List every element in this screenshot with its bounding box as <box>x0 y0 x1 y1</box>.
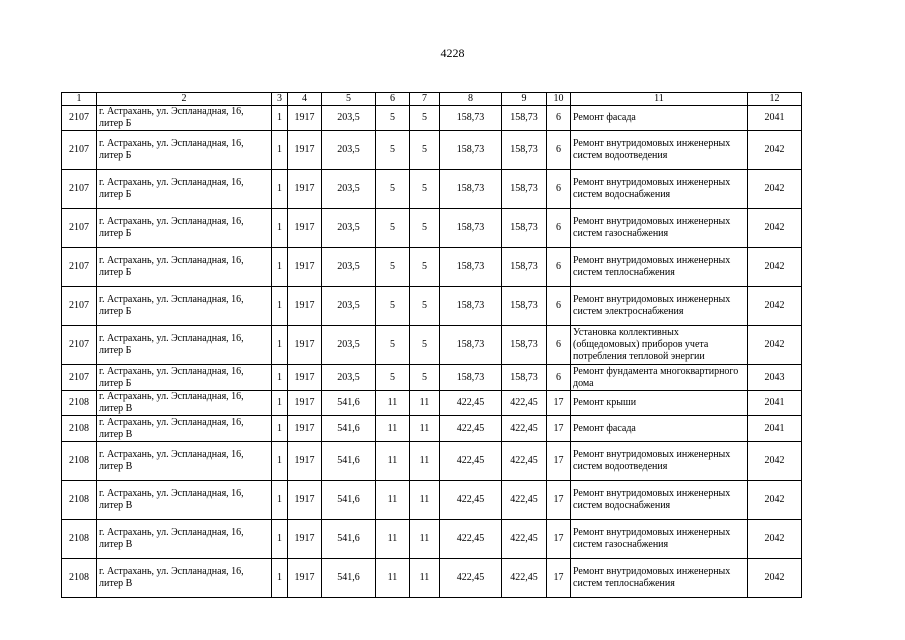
cell-total-area: 541,6 <box>322 481 376 520</box>
cell-residents-count: 6 <box>547 326 571 365</box>
column-header-11: 11 <box>571 93 748 106</box>
cell-work-type: Ремонт внутридомовых инженерных систем электроснабжения <box>571 287 748 326</box>
cell-work-type: Ремонт внутридомовых инженерных систем газоснабжения <box>571 209 748 248</box>
cell-total-area: 203,5 <box>322 106 376 131</box>
cell-work-type: Ремонт фундамента многоквартирного дома <box>571 365 748 391</box>
cell-apartments-residential: 5 <box>410 170 440 209</box>
cell-row-number: 2107 <box>62 365 97 391</box>
cell-row-number: 2107 <box>62 131 97 170</box>
cell-total-area: 203,5 <box>322 170 376 209</box>
cell-residential-area: 422,45 <box>440 391 502 416</box>
cell-residential-area-private: 422,45 <box>502 559 547 598</box>
cell-block-count: 1 <box>272 442 288 481</box>
cell-apartments-residential: 11 <box>410 391 440 416</box>
cell-total-area: 203,5 <box>322 365 376 391</box>
cell-address: г. Астрахань, ул. Эспланадная, 16, литер Б <box>97 131 272 170</box>
cell-residential-area-private: 422,45 <box>502 520 547 559</box>
cell-work-type: Ремонт внутридомовых инженерных систем теплоснабжения <box>571 559 748 598</box>
table-body <box>62 106 802 598</box>
cell-row-number: 2107 <box>62 209 97 248</box>
cell-residential-area-private: 158,73 <box>502 209 547 248</box>
cell-residential-area: 158,73 <box>440 131 502 170</box>
cell-work-type: Ремонт внутридомовых инженерных систем газоснабжения <box>571 520 748 559</box>
cell-work-type: Ремонт фасада <box>571 416 748 442</box>
table-row <box>62 287 802 326</box>
table-row <box>62 416 802 442</box>
cell-residential-area-private: 422,45 <box>502 481 547 520</box>
cell-build-year: 1917 <box>288 170 322 209</box>
cell-apartments-total: 11 <box>376 416 410 442</box>
table-row <box>62 131 802 170</box>
cell-total-area: 541,6 <box>322 520 376 559</box>
header-row <box>62 93 802 106</box>
cell-build-year: 1917 <box>288 287 322 326</box>
cell-residential-area: 422,45 <box>440 481 502 520</box>
table-row <box>62 520 802 559</box>
cell-apartments-residential: 11 <box>410 559 440 598</box>
cell-apartments-total: 11 <box>376 442 410 481</box>
cell-build-year: 1917 <box>288 520 322 559</box>
cell-residential-area: 158,73 <box>440 287 502 326</box>
cell-residents-count: 17 <box>547 416 571 442</box>
cell-planned-year: 2042 <box>748 326 802 365</box>
cell-block-count: 1 <box>272 248 288 287</box>
cell-build-year: 1917 <box>288 391 322 416</box>
cell-address: г. Астрахань, ул. Эспланадная, 16, литер В <box>97 520 272 559</box>
column-header-6: 6 <box>376 93 410 106</box>
table-row <box>62 106 802 131</box>
cell-row-number: 2108 <box>62 481 97 520</box>
cell-apartments-total: 5 <box>376 209 410 248</box>
cell-row-number: 2108 <box>62 559 97 598</box>
cell-residents-count: 6 <box>547 248 571 287</box>
cell-block-count: 1 <box>272 481 288 520</box>
cell-apartments-residential: 11 <box>410 520 440 559</box>
cell-residential-area-private: 158,73 <box>502 106 547 131</box>
cell-apartments-total: 11 <box>376 481 410 520</box>
cell-residents-count: 6 <box>547 170 571 209</box>
cell-apartments-total: 5 <box>376 131 410 170</box>
cell-apartments-total: 11 <box>376 520 410 559</box>
cell-residents-count: 17 <box>547 559 571 598</box>
cell-planned-year: 2042 <box>748 442 802 481</box>
cell-address: г. Астрахань, ул. Эспланадная, 16, литер Б <box>97 248 272 287</box>
cell-apartments-residential: 5 <box>410 131 440 170</box>
column-header-2: 2 <box>97 93 272 106</box>
cell-apartments-residential: 11 <box>410 442 440 481</box>
cell-residents-count: 17 <box>547 391 571 416</box>
cell-row-number: 2108 <box>62 391 97 416</box>
column-header-5: 5 <box>322 93 376 106</box>
cell-block-count: 1 <box>272 209 288 248</box>
table-row <box>62 326 802 365</box>
page-number: 4228 <box>440 46 465 60</box>
cell-residential-area-private: 422,45 <box>502 416 547 442</box>
cell-residential-area: 422,45 <box>440 559 502 598</box>
cell-build-year: 1917 <box>288 248 322 287</box>
cell-planned-year: 2042 <box>748 131 802 170</box>
table-row <box>62 365 802 391</box>
cell-work-type: Ремонт внутридомовых инженерных систем водоотведения <box>571 131 748 170</box>
cell-apartments-residential: 5 <box>410 365 440 391</box>
cell-residential-area: 422,45 <box>440 416 502 442</box>
column-header-4: 4 <box>288 93 322 106</box>
cell-row-number: 2108 <box>62 520 97 559</box>
cell-address: г. Астрахань, ул. Эспланадная, 16, литер В <box>97 391 272 416</box>
cell-residents-count: 17 <box>547 481 571 520</box>
cell-row-number: 2107 <box>62 326 97 365</box>
cell-total-area: 541,6 <box>322 391 376 416</box>
cell-residential-area: 422,45 <box>440 520 502 559</box>
cell-apartments-total: 5 <box>376 170 410 209</box>
cell-block-count: 1 <box>272 131 288 170</box>
table-row <box>62 442 802 481</box>
table-row <box>62 170 802 209</box>
cell-build-year: 1917 <box>288 559 322 598</box>
cell-apartments-residential: 11 <box>410 416 440 442</box>
cell-planned-year: 2041 <box>748 106 802 131</box>
table-row <box>62 248 802 287</box>
cell-residential-area-private: 158,73 <box>502 248 547 287</box>
cell-apartments-total: 5 <box>376 326 410 365</box>
cell-planned-year: 2042 <box>748 209 802 248</box>
cell-total-area: 203,5 <box>322 287 376 326</box>
cell-residents-count: 6 <box>547 287 571 326</box>
cell-block-count: 1 <box>272 416 288 442</box>
cell-planned-year: 2042 <box>748 559 802 598</box>
cell-block-count: 1 <box>272 287 288 326</box>
cell-address: г. Астрахань, ул. Эспланадная, 16, литер В <box>97 481 272 520</box>
cell-residential-area-private: 158,73 <box>502 170 547 209</box>
table-row <box>62 391 802 416</box>
column-header-9: 9 <box>502 93 547 106</box>
cell-block-count: 1 <box>272 391 288 416</box>
cell-work-type: Ремонт крыши <box>571 391 748 416</box>
cell-work-type: Ремонт фасада <box>571 106 748 131</box>
cell-block-count: 1 <box>272 559 288 598</box>
cell-apartments-total: 5 <box>376 287 410 326</box>
registry-table <box>61 92 802 598</box>
cell-block-count: 1 <box>272 326 288 365</box>
cell-address: г. Астрахань, ул. Эспланадная, 16, литер Б <box>97 365 272 391</box>
column-header-8: 8 <box>440 93 502 106</box>
cell-build-year: 1917 <box>288 106 322 131</box>
cell-planned-year: 2041 <box>748 416 802 442</box>
cell-address: г. Астрахань, ул. Эспланадная, 16, литер В <box>97 559 272 598</box>
cell-apartments-total: 11 <box>376 391 410 416</box>
cell-planned-year: 2042 <box>748 248 802 287</box>
column-header-3: 3 <box>272 93 288 106</box>
cell-build-year: 1917 <box>288 131 322 170</box>
cell-planned-year: 2042 <box>748 287 802 326</box>
cell-total-area: 203,5 <box>322 209 376 248</box>
cell-build-year: 1917 <box>288 481 322 520</box>
cell-residents-count: 6 <box>547 209 571 248</box>
cell-total-area: 541,6 <box>322 442 376 481</box>
cell-residential-area: 158,73 <box>440 209 502 248</box>
cell-total-area: 203,5 <box>322 326 376 365</box>
cell-block-count: 1 <box>272 106 288 131</box>
table-row <box>62 209 802 248</box>
cell-residential-area-private: 158,73 <box>502 287 547 326</box>
cell-apartments-total: 11 <box>376 559 410 598</box>
cell-total-area: 541,6 <box>322 416 376 442</box>
cell-planned-year: 2042 <box>748 520 802 559</box>
column-header-10: 10 <box>547 93 571 106</box>
cell-residential-area: 158,73 <box>440 248 502 287</box>
cell-apartments-total: 5 <box>376 248 410 287</box>
column-header-7: 7 <box>410 93 440 106</box>
cell-build-year: 1917 <box>288 442 322 481</box>
cell-residential-area: 158,73 <box>440 326 502 365</box>
cell-work-type: Ремонт внутридомовых инженерных систем водоотведения <box>571 442 748 481</box>
cell-apartments-residential: 5 <box>410 287 440 326</box>
cell-residential-area-private: 158,73 <box>502 365 547 391</box>
cell-residential-area-private: 158,73 <box>502 326 547 365</box>
cell-apartments-residential: 11 <box>410 481 440 520</box>
table-row <box>62 481 802 520</box>
cell-residents-count: 17 <box>547 442 571 481</box>
cell-planned-year: 2041 <box>748 391 802 416</box>
cell-build-year: 1917 <box>288 365 322 391</box>
cell-residential-area: 422,45 <box>440 442 502 481</box>
cell-block-count: 1 <box>272 520 288 559</box>
cell-residential-area: 158,73 <box>440 106 502 131</box>
cell-apartments-residential: 5 <box>410 209 440 248</box>
cell-residential-area-private: 422,45 <box>502 391 547 416</box>
cell-address: г. Астрахань, ул. Эспланадная, 16, литер В <box>97 416 272 442</box>
column-header-1: 1 <box>62 93 97 106</box>
cell-apartments-residential: 5 <box>410 326 440 365</box>
cell-planned-year: 2043 <box>748 365 802 391</box>
cell-residential-area: 158,73 <box>440 365 502 391</box>
cell-work-type: Ремонт внутридомовых инженерных систем водоснабжения <box>571 481 748 520</box>
cell-block-count: 1 <box>272 170 288 209</box>
cell-build-year: 1917 <box>288 209 322 248</box>
cell-address: г. Астрахань, ул. Эспланадная, 16, литер Б <box>97 209 272 248</box>
cell-row-number: 2108 <box>62 416 97 442</box>
cell-residents-count: 6 <box>547 131 571 170</box>
cell-total-area: 541,6 <box>322 559 376 598</box>
cell-residential-area-private: 158,73 <box>502 131 547 170</box>
cell-apartments-total: 5 <box>376 365 410 391</box>
cell-block-count: 1 <box>272 365 288 391</box>
cell-build-year: 1917 <box>288 326 322 365</box>
cell-address: г. Астрахань, ул. Эспланадная, 16, литер Б <box>97 106 272 131</box>
cell-residential-area: 158,73 <box>440 170 502 209</box>
cell-residents-count: 6 <box>547 365 571 391</box>
cell-address: г. Астрахань, ул. Эспланадная, 16, литер Б <box>97 326 272 365</box>
cell-work-type: Установка коллективных (общедомовых) приборов учета потребления тепловой энергии <box>571 326 748 365</box>
cell-apartments-residential: 5 <box>410 248 440 287</box>
cell-address: г. Астрахань, ул. Эспланадная, 16, литер В <box>97 442 272 481</box>
cell-build-year: 1917 <box>288 416 322 442</box>
cell-total-area: 203,5 <box>322 248 376 287</box>
cell-residents-count: 6 <box>547 106 571 131</box>
cell-apartments-residential: 5 <box>410 106 440 131</box>
cell-address: г. Астрахань, ул. Эспланадная, 16, литер Б <box>97 170 272 209</box>
column-header-12: 12 <box>748 93 802 106</box>
cell-row-number: 2107 <box>62 287 97 326</box>
cell-residents-count: 17 <box>547 520 571 559</box>
cell-work-type: Ремонт внутридомовых инженерных систем теплоснабжения <box>571 248 748 287</box>
cell-row-number: 2107 <box>62 106 97 131</box>
cell-total-area: 203,5 <box>322 131 376 170</box>
cell-row-number: 2107 <box>62 248 97 287</box>
cell-row-number: 2107 <box>62 170 97 209</box>
cell-planned-year: 2042 <box>748 481 802 520</box>
table-row <box>62 559 802 598</box>
cell-address: г. Астрахань, ул. Эспланадная, 16, литер Б <box>97 287 272 326</box>
cell-planned-year: 2042 <box>748 170 802 209</box>
cell-apartments-total: 5 <box>376 106 410 131</box>
cell-row-number: 2108 <box>62 442 97 481</box>
cell-work-type: Ремонт внутридомовых инженерных систем водоснабжения <box>571 170 748 209</box>
cell-residential-area-private: 422,45 <box>502 442 547 481</box>
